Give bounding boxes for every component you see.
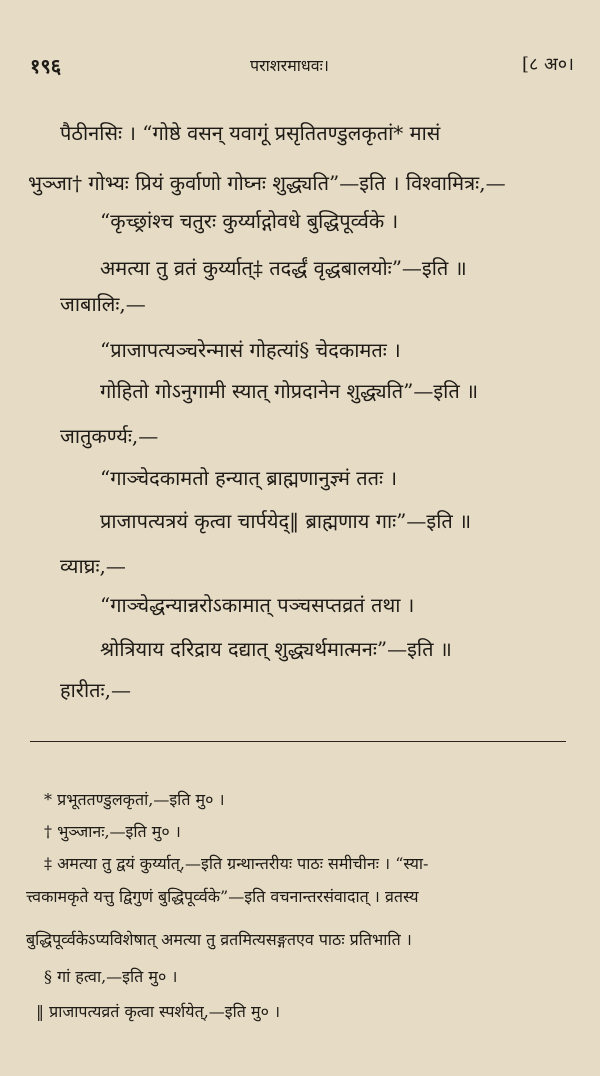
verse-line: श्रोत्रियाय दरिद्राय दद्यात् शुद्ध्यर्थमात्मनः”—इति ॥ <box>100 637 452 661</box>
verse-line: प्राजापत्यत्रयं कृत्वा चार्पयेद्‖ ब्राह्मणाय गाः”—इति ॥ <box>100 509 472 533</box>
footnote: ‡ अमत्या तु द्वयं कुर्य्यात्,—इति ग्रन्थान्तरीयः पाठः समीचीनः । “स्या- <box>44 854 429 873</box>
footnote-divider <box>30 741 566 742</box>
verse-line: “प्राजापत्यञ्चरेन्मासं गोहत्यां§ चेदकामतः । <box>100 338 401 362</box>
source-name: जातुकर्ण्यः,— <box>60 424 159 448</box>
text-line: भुञ्जा† गोभ्यः प्रियं कुर्वाणो गोघ्नः शुद्ध्यति”—इति । विश्वामित्रः,— <box>28 171 506 195</box>
running-title: पराशरमाधवः। <box>250 56 329 75</box>
verse-line: गोहितो गोऽनुगामी स्यात् गोप्रदानेन शुद्ध्यति”—इति ॥ <box>100 379 479 403</box>
source-name: हारीतः,— <box>60 678 131 702</box>
footnote: § गां हत्वा,—इति मु० । <box>44 967 178 986</box>
source-name: व्याघ्रः,— <box>60 554 126 578</box>
verse-line: “गाञ्चेदकामतो हन्यात् ब्राह्मणानुज्ञ्मं ततः । <box>100 466 398 490</box>
page-number: १९६ <box>30 54 62 78</box>
verse-line: “गाञ्चेद्धन्यान्नरोऽकामात् पञ्चसप्तव्रतं तथा । <box>100 593 415 617</box>
footnote: ‖ प्राजापत्यव्रतं कृत्वा स्पर्शयेत्,—इति मु० । <box>36 1002 281 1021</box>
text-line: पैठीनसिः । “गोष्ठे वसन् यवागूं प्रसृतितण्डुलकृतां* मासं <box>60 121 441 145</box>
footnote: † भुञ्जानः,—इति मु० । <box>44 822 181 841</box>
verse-line: “कृच्छ्रांश्च चतुरः कुर्य्याद्गोवधे बुद्धिपूर्व्वके । <box>100 209 399 233</box>
footnote-continuation: त्त्वकामकृते यत्तु द्विगुणं बुद्धिपूर्व्वके”—इति वचनान्तरसंवादात् । व्रतस्य <box>26 887 419 906</box>
page-header <box>30 52 574 82</box>
source-name: जाबालिः,— <box>60 292 146 316</box>
verse-line: अमत्या तु व्रतं कुर्य्यात्‡ तदर्द्धं वृद्धबालयोः”—इति ॥ <box>100 256 467 280</box>
footnote-continuation: बुद्धिपूर्व्वकेऽप्यविशेषात् अमत्या तु व्रतमित्यसङ्गतएव पाठः प्रतिभाति । <box>26 930 412 949</box>
chapter-mark: [८ अ०। <box>521 54 574 75</box>
footnote: * प्रभूततण्डुलकृतां,—इति मु० । <box>44 790 225 809</box>
